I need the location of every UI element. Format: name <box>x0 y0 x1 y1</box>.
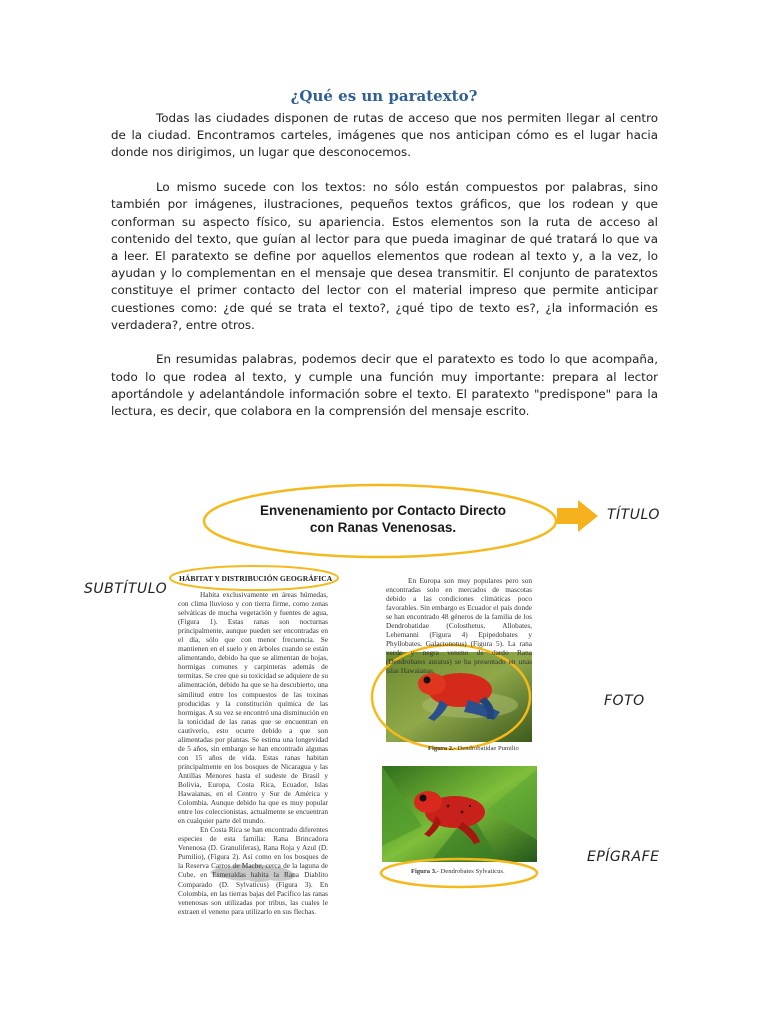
caption-3-text: Dendrobates Sylvaticus. <box>440 868 505 875</box>
paragraph-2: Lo mismo sucede con los textos: no sólo están compuestos por palabras, sino también por imágenes, ilustraciones, pequeños textos gráficos, que los rodean y que conforman su aspecto físico, su apariencia. Estos elementos son la ruta de acceso al contenido del texto, que guían al lector para que pueda imaginar de qué tratará lo que va a leer. El paratexto se define por aquellos elementos que rodean al texto y, a la vez, lo ayudan y lo complementan en el mensaje que desea transmitir. El conjunto de paratextos constituye el primer contacto del lector con el material impreso que permite anticipar cuestiones como: ¿de qué se trata el texto?, ¿qué tipo de texto es?, ¿la información es verdadera?, entre otros. <box>111 180 658 332</box>
title-arrow <box>557 500 598 532</box>
page-title: ¿Qué es un paratexto? <box>290 87 478 105</box>
caption-figure-2 <box>428 745 519 752</box>
right-column-paragraph: En Europa son muy populares pero son encontradas solo en mercados de mascotas debido a las condiciones climáticas poco favorables. Sin embargo es Ecuador el país donde se han encontrado 48 géneros de la familia de los Dendrobatidae (Colosthetus, Allobates, Lehemanni (Figura 4) Epipedobates y Phyllobates, Galactonotus) (Figura 5). La rana verde y negra veneno de dardo Rana (Dendrobates auratus) se ha presentado en unas islas Hawaianas. <box>386 576 532 676</box>
article-title-line-2: con Ranas Venenosas. <box>309 520 457 535</box>
left-column-paragraph-2: En Costa Rica se han encontrado diferentes especies de esta familia: Rana Brincadora Venenosa (D. Granuliferas), Rana Roja y Azul (D. Pumilio), (Figura 2). Así como en los bosques de la Reserva Carros de Mache, cerca de la laguna de Cube, en Esmeraldas habita la Rana Diablito Comparado (D. Sylvaticus) (Figura 3). En Colombia, en las tierras bajas del Pacífico las ranas venenosas son utilizadas por tribus, las cuales le extraen el veneno para utilizarlo en sus flechas. <box>178 825 328 916</box>
left-column-paragraph-1: Habita exclusivamente en áreas húmedas, con clima lluvioso y con tierra firme, como zonas selváticas de mucha vegetación y fuentes de agua, (Figura 1). Estas ranas son nocturnas principalmente, aunque pueden ser encontradas en el día, sólo que con menor frecuencia. Se mantienen en el suelo y en árboles cuando se están alimentando, debido ha que se alimentan de hojas, hormigas comunes y carpinteras además de termitas. Se cree que su toxicidad se adquiere de su alimentación, debido ha que se ha descubierto, una similitud entre los compuestos de las toxinas producidas y la constitución química de las hormigas. A su vez se encontró una disminución en la tonicidad de las ranas que se encuentran en cautiverio, esto ocurre debido a que son alimentadas por plantas. Se estima una longevidad de 5 años, sin embargo se han encontrado algunas con 15 años de vida. Estas ranas habitan principalmente en los bosques de Nicaragua y las Antillas Menores hasta el sudeste de Brasil y Bolivia, Europa, Costa Rica, Ecuador, Islas Hawaianas, en el Centro y Sur de América y Colombia. Aunque debido ha que es muy popular entre los coleccionistas, actualmente se encuentran en cualquier parte del mundo. <box>178 590 328 826</box>
caption-3-label: Figura 3.- <box>411 868 439 875</box>
article-title-line-1: Envenenamiento por Contacto Directo <box>259 503 507 518</box>
label-subtitulo: SUBTÍTULO <box>84 581 168 597</box>
label-foto: FOTO <box>604 693 645 709</box>
caption-2-label: Figura 2.- <box>428 745 456 752</box>
label-titulo: TÍTULO <box>607 507 660 523</box>
article-title <box>238 502 528 548</box>
label-epigrafe: EPÍGRAFE <box>587 849 660 865</box>
frog-photo-2 <box>382 766 537 862</box>
paragraph-3: En resumidas palabras, podemos decir que el paratexto es todo lo que acompaña, todo lo que rodea al texto, y cumple una función muy importante: prepara al lector aportándole y adelantándole información sobre el texto. El paratexto "predispone" para la lectura, es decir, que colabora en la comprensión del mensaje escrito. <box>111 352 658 419</box>
caption-figure-3 <box>411 868 505 875</box>
article-subheading: HÁBITAT Y DISTRIBUCIÓN GEOGRÁFICA <box>179 574 333 583</box>
paragraph-1: Todas las ciudades disponen de rutas de acceso que nos permiten llegar al centro de la ciudad. Encontramos carteles, imágenes que nos anticipan cómo es el lugar hacia donde nos dirigimos, un lugar que desconocemos. <box>111 111 658 160</box>
article-right-column <box>386 576 532 676</box>
caption-2-text: Dendrobatidae Pumilio <box>457 745 519 752</box>
article-left-column <box>178 590 328 916</box>
